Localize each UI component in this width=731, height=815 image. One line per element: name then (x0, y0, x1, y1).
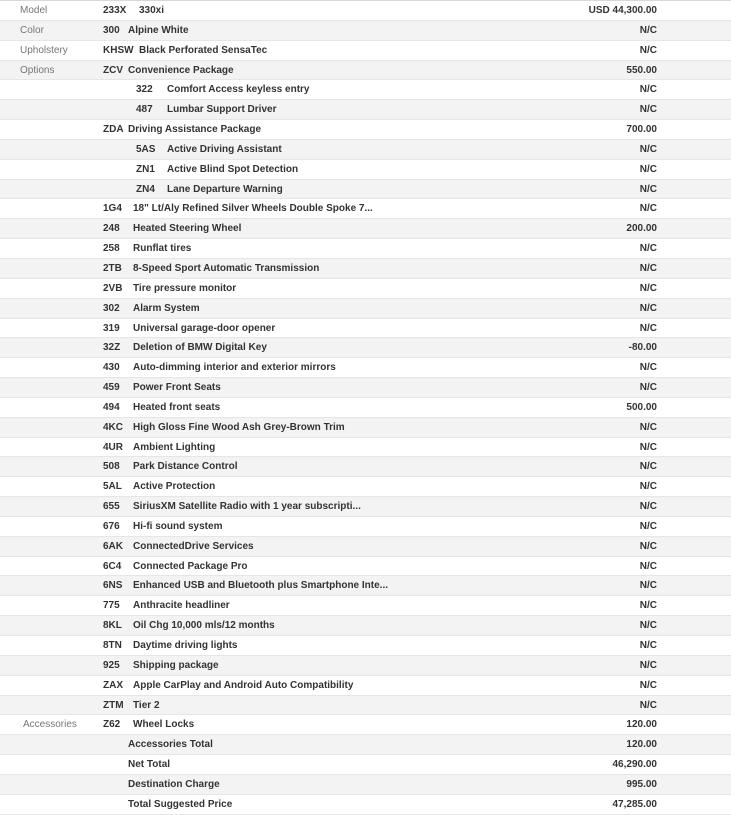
option-price: N/C (639, 322, 657, 334)
option-code: 6AK (103, 540, 124, 552)
line-item-row (0, 140, 731, 160)
option-description: Black Perforated SensaTec (139, 44, 268, 56)
option-price: N/C (639, 501, 657, 513)
option-code: 233X (103, 5, 127, 16)
option-description: Heated front seats (133, 401, 221, 413)
option-description: Tire pressure monitor (133, 282, 237, 294)
option-code: KHSW (103, 44, 134, 56)
option-code: 430 (103, 362, 120, 374)
option-description: Shipping package (133, 659, 219, 671)
option-price: USD 44,300.00 (588, 5, 657, 16)
option-code: 1G4 (103, 203, 122, 215)
line-item-row (0, 636, 731, 656)
total-value: 46,290.00 (612, 759, 657, 771)
line-item-row (0, 219, 731, 239)
option-description: Daytime driving lights (133, 640, 238, 651)
option-price: N/C (639, 520, 657, 532)
line-item-row (0, 1, 731, 21)
line-item-row (0, 299, 731, 319)
line-item-row (0, 21, 731, 41)
option-code: 300 (103, 24, 120, 36)
line-item-row (0, 279, 731, 299)
option-description: Enhanced USB and Bluetooth plus Smartphone Inte... (133, 580, 389, 592)
option-code: 2TB (103, 262, 122, 274)
line-item-row (0, 477, 731, 497)
option-price: N/C (639, 560, 657, 572)
option-description: Active Driving Assistant (167, 143, 282, 155)
option-price: N/C (639, 302, 657, 314)
line-item-row (0, 338, 731, 358)
section-label: Accessories (23, 719, 77, 731)
option-code: 319 (103, 322, 120, 334)
line-item-row (0, 457, 731, 477)
option-price: N/C (639, 362, 657, 374)
total-label: Destination Charge (128, 778, 220, 790)
option-price: N/C (639, 620, 657, 632)
line-item-row (0, 160, 731, 180)
option-code: 8KL (103, 620, 122, 632)
section-label: Color (20, 24, 44, 36)
total-row (0, 795, 731, 815)
line-item-row (0, 100, 731, 120)
total-value: 995.00 (626, 778, 657, 790)
option-description: 18" Lt/Aly Refined Silver Wheels Double Spoke 7... (133, 203, 373, 215)
option-description: ConnectedDrive Services (133, 540, 254, 552)
option-code: 494 (103, 401, 120, 413)
option-code: 775 (103, 600, 120, 612)
option-description: Park Distance Control (133, 461, 238, 473)
option-description: Power Front Seats (133, 382, 221, 394)
total-row (0, 775, 731, 795)
option-code: Z62 (103, 719, 121, 731)
option-code: 32Z (103, 342, 121, 354)
option-description: Active Blind Spot Detection (167, 163, 299, 175)
line-item-row (0, 378, 731, 398)
option-description: Comfort Access keyless entry (167, 84, 310, 96)
line-item-row (0, 497, 731, 517)
line-item-row (0, 537, 731, 557)
option-description: Tier 2 (133, 699, 160, 711)
line-item-row (0, 319, 731, 339)
option-price: 550.00 (626, 64, 657, 76)
option-code: 2VB (103, 282, 123, 294)
option-description: Lumbar Support Driver (167, 104, 277, 116)
line-item-row (0, 180, 731, 200)
line-item-row (0, 696, 731, 716)
line-item-row (0, 656, 731, 676)
line-item-row (0, 41, 731, 61)
option-description: Heated Steering Wheel (133, 223, 242, 235)
option-price: N/C (639, 640, 657, 651)
line-item-row (0, 418, 731, 438)
option-price: N/C (639, 24, 657, 36)
option-description: Hi-fi sound system (133, 520, 223, 532)
option-code: 302 (103, 302, 120, 314)
option-description: Apple CarPlay and Android Auto Compatibility (133, 679, 354, 691)
option-price: N/C (639, 44, 657, 56)
option-price: N/C (639, 104, 657, 116)
option-description: Convenience Package (128, 64, 234, 76)
option-code: ZTM (103, 699, 124, 711)
option-price: 500.00 (626, 401, 657, 413)
line-item-row (0, 576, 731, 596)
option-code: 676 (103, 520, 120, 532)
section-label: Model (20, 5, 48, 16)
option-code: 322 (136, 84, 153, 96)
line-item-row (0, 715, 731, 735)
line-item-row (0, 438, 731, 458)
option-price: N/C (639, 481, 657, 493)
total-row (0, 755, 731, 775)
option-price: N/C (639, 540, 657, 552)
section-label: Options (20, 64, 55, 76)
option-code: 487 (136, 104, 153, 116)
option-code: 5AL (103, 481, 122, 493)
option-description: 330xi (139, 5, 165, 16)
option-code: 4KC (103, 421, 124, 433)
total-label: Total Suggested Price (128, 798, 233, 810)
option-description: Active Protection (133, 481, 216, 493)
option-code: 4UR (103, 441, 124, 453)
option-description: High Gloss Fine Wood Ash Grey-Brown Trim (133, 421, 345, 433)
option-description: Alpine White (128, 24, 189, 36)
option-price: N/C (639, 262, 657, 274)
option-price: N/C (639, 382, 657, 394)
line-item-row (0, 557, 731, 577)
option-code: 925 (103, 659, 120, 671)
option-code: ZAX (103, 679, 123, 691)
option-description: Driving Assistance Package (128, 124, 262, 136)
option-description: Oil Chg 10,000 mls/12 months (133, 620, 275, 632)
option-description: Lane Departure Warning (167, 183, 283, 195)
total-row (0, 735, 731, 755)
line-item-row (0, 398, 731, 418)
option-code: 508 (103, 461, 120, 473)
line-item-row (0, 120, 731, 140)
line-item-row (0, 61, 731, 81)
line-item-row (0, 596, 731, 616)
option-code: 6NS (103, 580, 123, 592)
line-item-row (0, 676, 731, 696)
line-item-row (0, 517, 731, 537)
total-value: 47,285.00 (612, 798, 657, 810)
line-item-row (0, 358, 731, 378)
option-price: N/C (639, 580, 657, 592)
line-item-row (0, 239, 731, 259)
option-code: ZDA (103, 124, 124, 136)
option-price: N/C (639, 282, 657, 294)
option-code: ZN4 (136, 183, 155, 195)
option-description: Wheel Locks (133, 719, 195, 731)
option-price: N/C (639, 243, 657, 255)
option-price: -80.00 (628, 342, 657, 354)
option-code: ZCV (103, 64, 123, 76)
option-price: N/C (639, 600, 657, 612)
option-price: 120.00 (626, 719, 657, 731)
line-item-row (0, 80, 731, 100)
option-price: N/C (639, 421, 657, 433)
option-price: N/C (639, 659, 657, 671)
option-description: Ambient Lighting (133, 441, 216, 453)
total-label: Net Total (128, 759, 171, 771)
option-code: 258 (103, 243, 120, 255)
option-price: N/C (639, 441, 657, 453)
option-code: 459 (103, 382, 120, 394)
total-label: Accessories Total (128, 739, 213, 751)
option-price: N/C (639, 183, 657, 195)
option-description: Anthracite headliner (133, 600, 230, 612)
option-price: N/C (639, 203, 657, 215)
section-label: Upholstery (20, 44, 68, 56)
line-item-row (0, 259, 731, 279)
option-price: N/C (639, 461, 657, 473)
option-code: 6C4 (103, 560, 122, 572)
line-item-row (0, 616, 731, 636)
option-price: N/C (639, 163, 657, 175)
option-description: Alarm System (133, 302, 200, 314)
option-price: N/C (639, 84, 657, 96)
option-price: 700.00 (626, 124, 657, 136)
option-price: N/C (639, 143, 657, 155)
option-description: Auto-dimming interior and exterior mirrors (133, 362, 336, 374)
option-price: 200.00 (626, 223, 657, 235)
option-description: 8-Speed Sport Automatic Transmission (133, 262, 320, 274)
option-price: N/C (639, 699, 657, 711)
total-value: 120.00 (626, 739, 657, 751)
option-code: 248 (103, 223, 120, 235)
option-description: Universal garage-door opener (133, 322, 276, 334)
line-item-row (0, 199, 731, 219)
option-description: Connected Package Pro (133, 560, 248, 572)
option-description: Runflat tires (133, 243, 192, 255)
option-price: N/C (639, 679, 657, 691)
option-code: 5AS (136, 143, 156, 155)
option-code: ZN1 (136, 163, 155, 175)
option-description: Deletion of BMW Digital Key (133, 342, 267, 354)
option-code: 8TN (103, 640, 122, 651)
option-description: SiriusXM Satellite Radio with 1 year subscripti... (133, 501, 361, 513)
option-code: 655 (103, 501, 120, 513)
